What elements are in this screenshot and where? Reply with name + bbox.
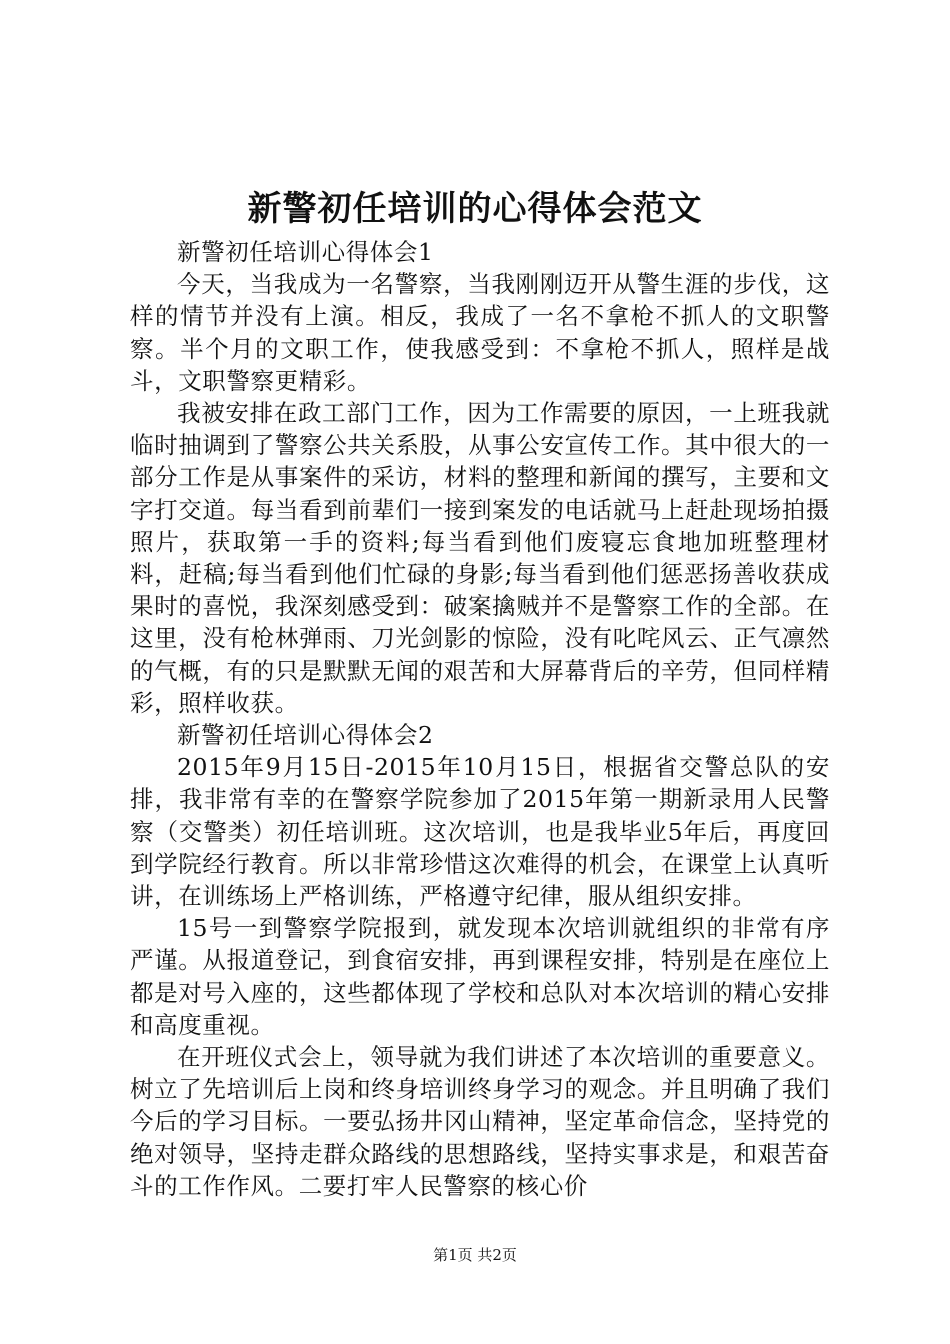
body-paragraph: 15号一到警察学院报到，就发现本次培训就组织的非常有序严谨。从报道登记，到食宿安排，再到课程安排，特别是在座位上都是对号入座的，这些都体现了学校和总队对本次培训的精心安排和高度重视。 — [130, 914, 830, 1039]
page-number-footer: 第1页 共2页 — [433, 1246, 517, 1264]
section-heading: 新警初任培训心得体会1 — [177, 238, 434, 266]
body-paragraph: 今天，当我成为一名警察，当我刚刚迈开从警生涯的步伐，这样的情节并没有上演。相反，我成了一名不拿枪不抓人的文职警察。半个月的文职工作，使我感受到：不拿枪不抓人，照样是战斗，文职警察更精彩。 — [130, 270, 830, 395]
document-title: 新警初任培训的心得体会范文 — [247, 189, 703, 229]
section-heading: 新警初任培训心得体会2 — [177, 721, 434, 750]
body-paragraph: 在开班仪式会上，领导就为我们讲述了本次培训的重要意义。树立了先培训后上岗和终身培训终身学习的观念。并且明确了我们今后的学习目标。一要弘扬井冈山精神，坚定革命信念，坚持党的绝对领导，坚持走群众路线的思想路线，坚持实事求是，和艰苦奋斗的工作作风。二要打牢人民警察的核心价 — [130, 1043, 830, 1200]
document-body — [130, 236, 830, 1202]
body-paragraph: 我被安排在政工部门工作，因为工作需要的原因，一上班我就临时抽调到了警察公共关系股，从事公安宣传工作。其中很大的一部分工作是从事案件的采访，材料的整理和新闻的撰写，主要和文字打交道。每当看到前辈们一接到案发的电话就马上赶赴现场拍摄照片，获取第一手的资料;每当看到他们废寝忘食地加班整理材料，赶稿;每当看到他们忙碌的身影;每当看到他们惩恶扬善收获成果时的喜悦，我深刻感受到：破案擒贼并不是警察工作的全部。在这里，没有枪林弹雨、刀光剑影的惊险，没有叱咤风云、正气凛然的气概，有的只是默默无闻的艰苦和大屏幕背后的辛劳，但同样精彩，照样收获。 — [130, 399, 830, 717]
body-paragraph: 2015年9月15日-2015年10月15日，根据省交警总队的安排，我非常有幸的在警察学院参加了2015年第一期新录用人民警察（交警类）初任培训班。这次培训，也是我毕业5年后，再度回到学院经行教育。所以非常珍惜这次难得的机会，在课堂上认真听讲，在训练场上严格训练，严格遵守纪律，服从组织安排。 — [130, 753, 830, 911]
